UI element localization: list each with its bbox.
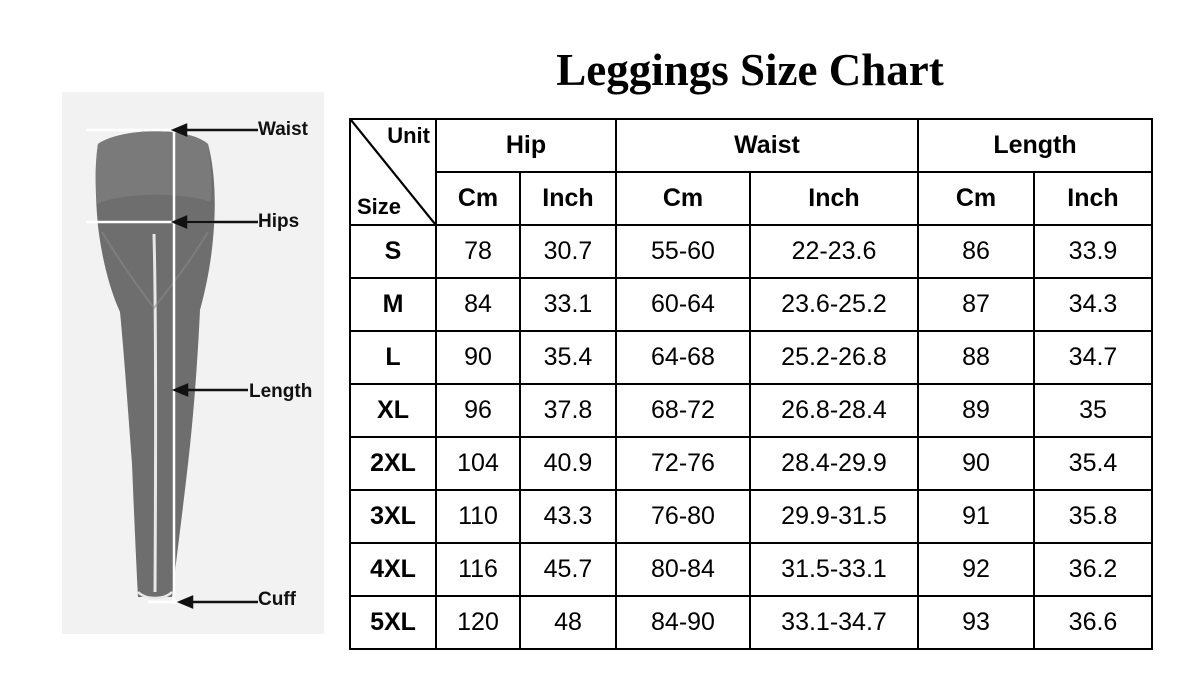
cell-waist-cm: 60-64 bbox=[616, 278, 750, 331]
cell-waist-inch: 28.4-29.9 bbox=[750, 437, 918, 490]
cell-waist-cm: 68-72 bbox=[616, 384, 750, 437]
group-header-length: Length bbox=[918, 119, 1152, 172]
table-row bbox=[350, 543, 1152, 596]
table-row bbox=[350, 384, 1152, 437]
cell-length-inch: 35.4 bbox=[1034, 437, 1152, 490]
cell-hip-inch: 37.8 bbox=[520, 384, 616, 437]
cell-hip-inch: 43.3 bbox=[520, 490, 616, 543]
group-header-waist: Waist bbox=[616, 119, 918, 172]
table-header-unit-row bbox=[350, 172, 1152, 225]
cell-length-inch: 33.9 bbox=[1034, 225, 1152, 278]
unit-header-hip-cm: Cm bbox=[436, 172, 520, 225]
row-size: S bbox=[350, 225, 436, 278]
cell-hip-cm: 120 bbox=[436, 596, 520, 649]
cell-hip-cm: 90 bbox=[436, 331, 520, 384]
table-row bbox=[350, 596, 1152, 649]
row-size: 2XL bbox=[350, 437, 436, 490]
unit-header-waist-cm: Cm bbox=[616, 172, 750, 225]
cell-hip-cm: 84 bbox=[436, 278, 520, 331]
row-size: 4XL bbox=[350, 543, 436, 596]
corner-unit-label: Unit bbox=[387, 123, 430, 148]
row-size: 3XL bbox=[350, 490, 436, 543]
cell-hip-cm: 96 bbox=[436, 384, 520, 437]
size-chart-table bbox=[349, 118, 1153, 650]
cell-waist-inch: 22-23.6 bbox=[750, 225, 918, 278]
cell-length-inch: 35 bbox=[1034, 384, 1152, 437]
callout-label-length: Length bbox=[249, 381, 313, 402]
cell-length-inch: 36.2 bbox=[1034, 543, 1152, 596]
page-title: Leggings Size Chart bbox=[556, 45, 944, 95]
leggings-illustration bbox=[62, 92, 324, 634]
unit-header-hip-inch: Inch bbox=[520, 172, 616, 225]
cell-waist-cm: 72-76 bbox=[616, 437, 750, 490]
table-row bbox=[350, 490, 1152, 543]
cell-hip-cm: 110 bbox=[436, 490, 520, 543]
group-header-hip: Hip bbox=[436, 119, 616, 172]
cell-waist-cm: 76-80 bbox=[616, 490, 750, 543]
cell-length-cm: 89 bbox=[918, 384, 1034, 437]
cell-hip-inch: 45.7 bbox=[520, 543, 616, 596]
cell-hip-inch: 48 bbox=[520, 596, 616, 649]
leggings-figure-icon bbox=[62, 92, 324, 634]
cell-length-cm: 93 bbox=[918, 596, 1034, 649]
cell-waist-inch: 29.9-31.5 bbox=[750, 490, 918, 543]
cell-length-inch: 36.6 bbox=[1034, 596, 1152, 649]
cell-length-cm: 86 bbox=[918, 225, 1034, 278]
callout-label-cuff: Cuff bbox=[258, 589, 296, 610]
size-chart-table-wrap bbox=[349, 118, 1151, 650]
cell-waist-inch: 25.2-26.8 bbox=[750, 331, 918, 384]
row-size: M bbox=[350, 278, 436, 331]
cell-waist-cm: 80-84 bbox=[616, 543, 750, 596]
table-header-group-row bbox=[350, 119, 1152, 172]
cell-waist-cm: 64-68 bbox=[616, 331, 750, 384]
corner-cell bbox=[350, 119, 436, 225]
cell-length-cm: 87 bbox=[918, 278, 1034, 331]
cell-hip-cm: 116 bbox=[436, 543, 520, 596]
cell-length-inch: 35.8 bbox=[1034, 490, 1152, 543]
cell-hip-inch: 33.1 bbox=[520, 278, 616, 331]
cell-waist-cm: 55-60 bbox=[616, 225, 750, 278]
cell-length-cm: 92 bbox=[918, 543, 1034, 596]
table-row bbox=[350, 437, 1152, 490]
cell-waist-inch: 23.6-25.2 bbox=[750, 278, 918, 331]
cell-length-cm: 90 bbox=[918, 437, 1034, 490]
row-size: XL bbox=[350, 384, 436, 437]
corner-size-label: Size bbox=[357, 194, 402, 219]
row-size: 5XL bbox=[350, 596, 436, 649]
table-row bbox=[350, 225, 1152, 278]
cell-hip-cm: 78 bbox=[436, 225, 520, 278]
cell-hip-inch: 40.9 bbox=[520, 437, 616, 490]
unit-header-waist-inch: Inch bbox=[750, 172, 918, 225]
cell-waist-cm: 84-90 bbox=[616, 596, 750, 649]
cell-waist-inch: 26.8-28.4 bbox=[750, 384, 918, 437]
cell-hip-inch: 35.4 bbox=[520, 331, 616, 384]
callout-label-hips: Hips bbox=[258, 211, 300, 232]
table-row bbox=[350, 331, 1152, 384]
callout-label-waist: Waist bbox=[258, 119, 308, 140]
cell-hip-inch: 30.7 bbox=[520, 225, 616, 278]
unit-header-length-inch: Inch bbox=[1034, 172, 1152, 225]
cell-waist-inch: 33.1-34.7 bbox=[750, 596, 918, 649]
cell-waist-inch: 31.5-33.1 bbox=[750, 543, 918, 596]
table-row bbox=[350, 278, 1152, 331]
cell-length-inch: 34.3 bbox=[1034, 278, 1152, 331]
cell-hip-cm: 104 bbox=[436, 437, 520, 490]
row-size: L bbox=[350, 331, 436, 384]
cell-length-cm: 91 bbox=[918, 490, 1034, 543]
cell-length-cm: 88 bbox=[918, 331, 1034, 384]
unit-header-length-cm: Cm bbox=[918, 172, 1034, 225]
cell-length-inch: 34.7 bbox=[1034, 331, 1152, 384]
